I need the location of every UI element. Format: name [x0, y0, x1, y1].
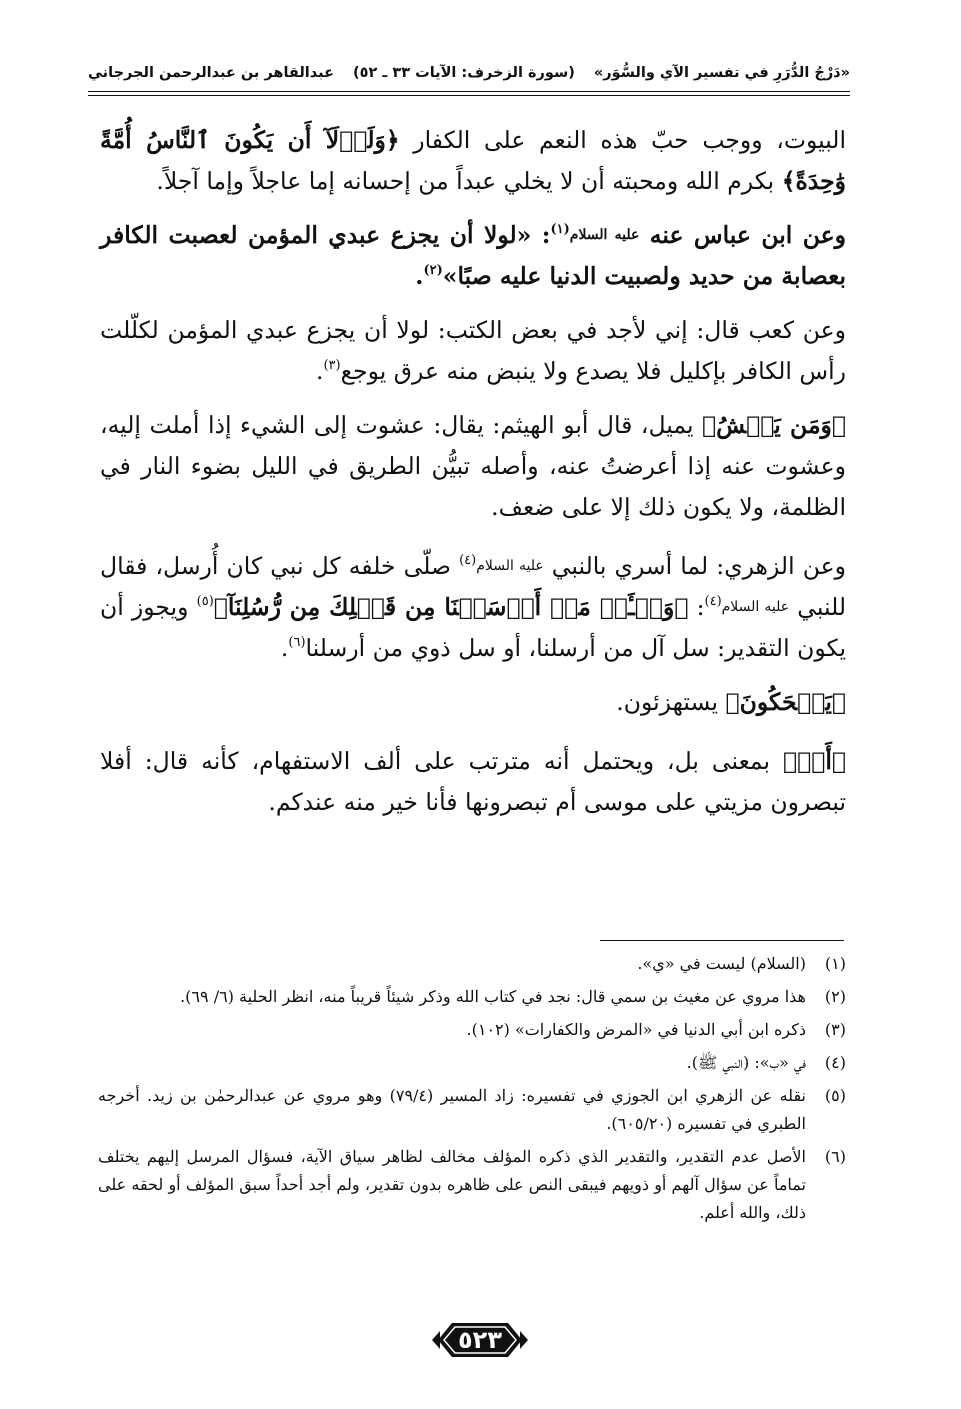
footnote-number: (٤) — [824, 1053, 846, 1072]
header-book-title: «دَرْجُ الدُّرَرِ في تفسير الآي والسُّوَر» — [593, 65, 850, 81]
running-header — [88, 62, 850, 84]
footnote-item — [98, 1049, 846, 1077]
footnote-ref[interactable]: (٦) — [288, 635, 306, 650]
footnote-number: (٦) — [824, 1147, 846, 1166]
footnote-item — [98, 1082, 846, 1138]
footnote-item — [98, 983, 846, 1011]
text-run: وعن الزهري: لما أسري بالنبي — [543, 552, 846, 580]
quran-quote: ﴿وَلَوۡلَآ أَن يَكُونَ ٱلنَّاسُ أُمَّةً وَٰحِدَةً﴾ — [100, 126, 846, 195]
body-paragraph — [100, 682, 846, 723]
footnote-ref[interactable]: (٤) — [459, 553, 477, 568]
text-run: وعن كعب قال: إني لأجد في بعض الكتب: لولا أن يجزع عبدي المؤمن لكلّلت رأس الكافر بإكليل فلا يصدع ولا ينبض منه عرق يوجع — [100, 316, 846, 385]
body-paragraph — [100, 741, 846, 823]
body-paragraph — [100, 546, 846, 669]
text-run: . — [415, 262, 424, 290]
body-paragraph — [100, 120, 846, 202]
quran-quote: ﴿وَمَن يَعۡشُ﴾ — [702, 411, 846, 439]
text-run: بمعنى بل، ويحتمل أنه مترتب على ألف الاستفهام، كأنه قال: أفلا تبصرون مزيتي على موسى أم تبصرونها فأنا خير منه عندكم. — [100, 747, 846, 816]
text-run: : — [688, 593, 705, 621]
footnote-text: في «ب»: (النبي ﷺ). — [686, 1053, 806, 1072]
footnote-number: (٢) — [824, 987, 846, 1006]
footnote-text: الأصل عدم التقدير، والتقدير الذي ذكره المؤلف مخالف لظاهر سياق الآية، فسؤال المرسل إليهم يختلف تماماً عن سؤال آلهم أو ذويهم فيبقى النص على ظاهره بدون تقدير، ولم أجد أحداً سبق المؤلف أو لحقه على ذلك، والله أعلم. — [98, 1147, 806, 1222]
quran-quote: ﴿أَمۡ﴾ — [783, 747, 846, 775]
text-run: يستهزئون. — [616, 688, 726, 716]
body-paragraph — [100, 310, 846, 392]
footnote-ref[interactable]: (٣) — [323, 358, 341, 373]
footnote-ref[interactable]: (٤) — [704, 594, 722, 609]
footnote-ref[interactable]: (١) — [550, 222, 570, 237]
main-text — [100, 120, 846, 836]
text-run: يميل، قال أبو الهيثم: يقال: عشوت إلى الشيء إذا أملت إليه، وعشوت عنه إذا أعرضتُ عنه، وأصله تبيُّن الطريق في الليل بضوء النار في الظلمة، ولا يكون ذلك إلا على ضعف. — [100, 411, 846, 521]
page-number: ٥٢٣ — [458, 1326, 502, 1354]
quran-quote: ﴿يَضۡحَكُونَ﴾ — [725, 688, 846, 716]
footnote-separator — [600, 940, 844, 941]
footnote-ref[interactable]: (٢) — [423, 263, 443, 278]
header-author: عبدالقاهر بن عبدالرحمن الجرجاني — [88, 65, 334, 81]
text-run: وعن ابن عباس عنه — [639, 221, 846, 249]
honorific-mark: عليه السلام — [476, 558, 544, 574]
body-paragraph — [100, 215, 846, 297]
footnote-item — [98, 1016, 846, 1044]
text-run: : — [531, 221, 551, 249]
honorific-mark: عليه السلام — [569, 227, 640, 243]
footnote-text: ذكره ابن أبي الدنيا في «المرض والكفارات» (١٠٢). — [466, 1020, 806, 1039]
text-run: . — [280, 634, 289, 662]
footnote-text: (السلام) ليست في «ي». — [637, 954, 806, 973]
text-run: ويجوز أن يكون التقدير: سل آل من أرسلنا، أو سل ذوي من أرسلنا — [100, 593, 846, 662]
page-number-ornament — [430, 1315, 530, 1365]
text-run: . — [315, 357, 324, 385]
text-run: صلّى خلفه كل نبي كان أُرسل، فقال للنبي — [100, 552, 847, 621]
text-run: البيوت، ووجب حبّ هذه النعم على الكفار — [399, 126, 846, 154]
text-run: بكرم الله ومحبته أن لا يخلي عبداً من إحسانه إما عاجلاً وإما آجلاً. — [156, 167, 782, 195]
header-surah-range: (سورة الزخرف: الآيات ٣٣ ـ ٥٢) — [352, 65, 575, 81]
footnotes — [98, 950, 846, 1232]
footnote-text: هذا مروي عن مغيث بن سمي قال: نجد في كتاب الله وذكر شيئاً قريباً منه، انظر الحلية (٦/ ٦٩). — [180, 987, 806, 1006]
honorific-mark: عليه السلام — [721, 599, 790, 615]
quran-quote: ﴿وَسۡـَٔلۡ مَنۡ أَرۡسَلۡنَا مِن قَبۡلِكَ مِن رُّسُلِنَآ﴾ — [213, 593, 689, 621]
footnote-item — [98, 1143, 846, 1227]
hadith-text: «لولا أن يجزع عبدي المؤمن لعصبت الكافر بعصابة من حديد ولصبيت الدنيا عليه صبًا» — [100, 221, 846, 290]
footnote-ref[interactable]: (٥) — [196, 594, 214, 609]
footnote-number: (١) — [824, 954, 846, 973]
header-rule-thin — [88, 95, 850, 96]
body-paragraph — [100, 405, 846, 528]
footnote-number: (٣) — [824, 1020, 846, 1039]
footnote-number: (٥) — [824, 1086, 846, 1105]
footnote-text: نقله عن الزهري ابن الجوزي في تفسيره: زاد المسير (٧٩/٤) وهو مروي عن عبدالرحمٰن بن زيد. أخرجه الطبري في تفسيره (٦٠٥/٢٠). — [98, 1086, 806, 1133]
header-rule — [88, 91, 850, 92]
footnote-item — [98, 950, 846, 978]
